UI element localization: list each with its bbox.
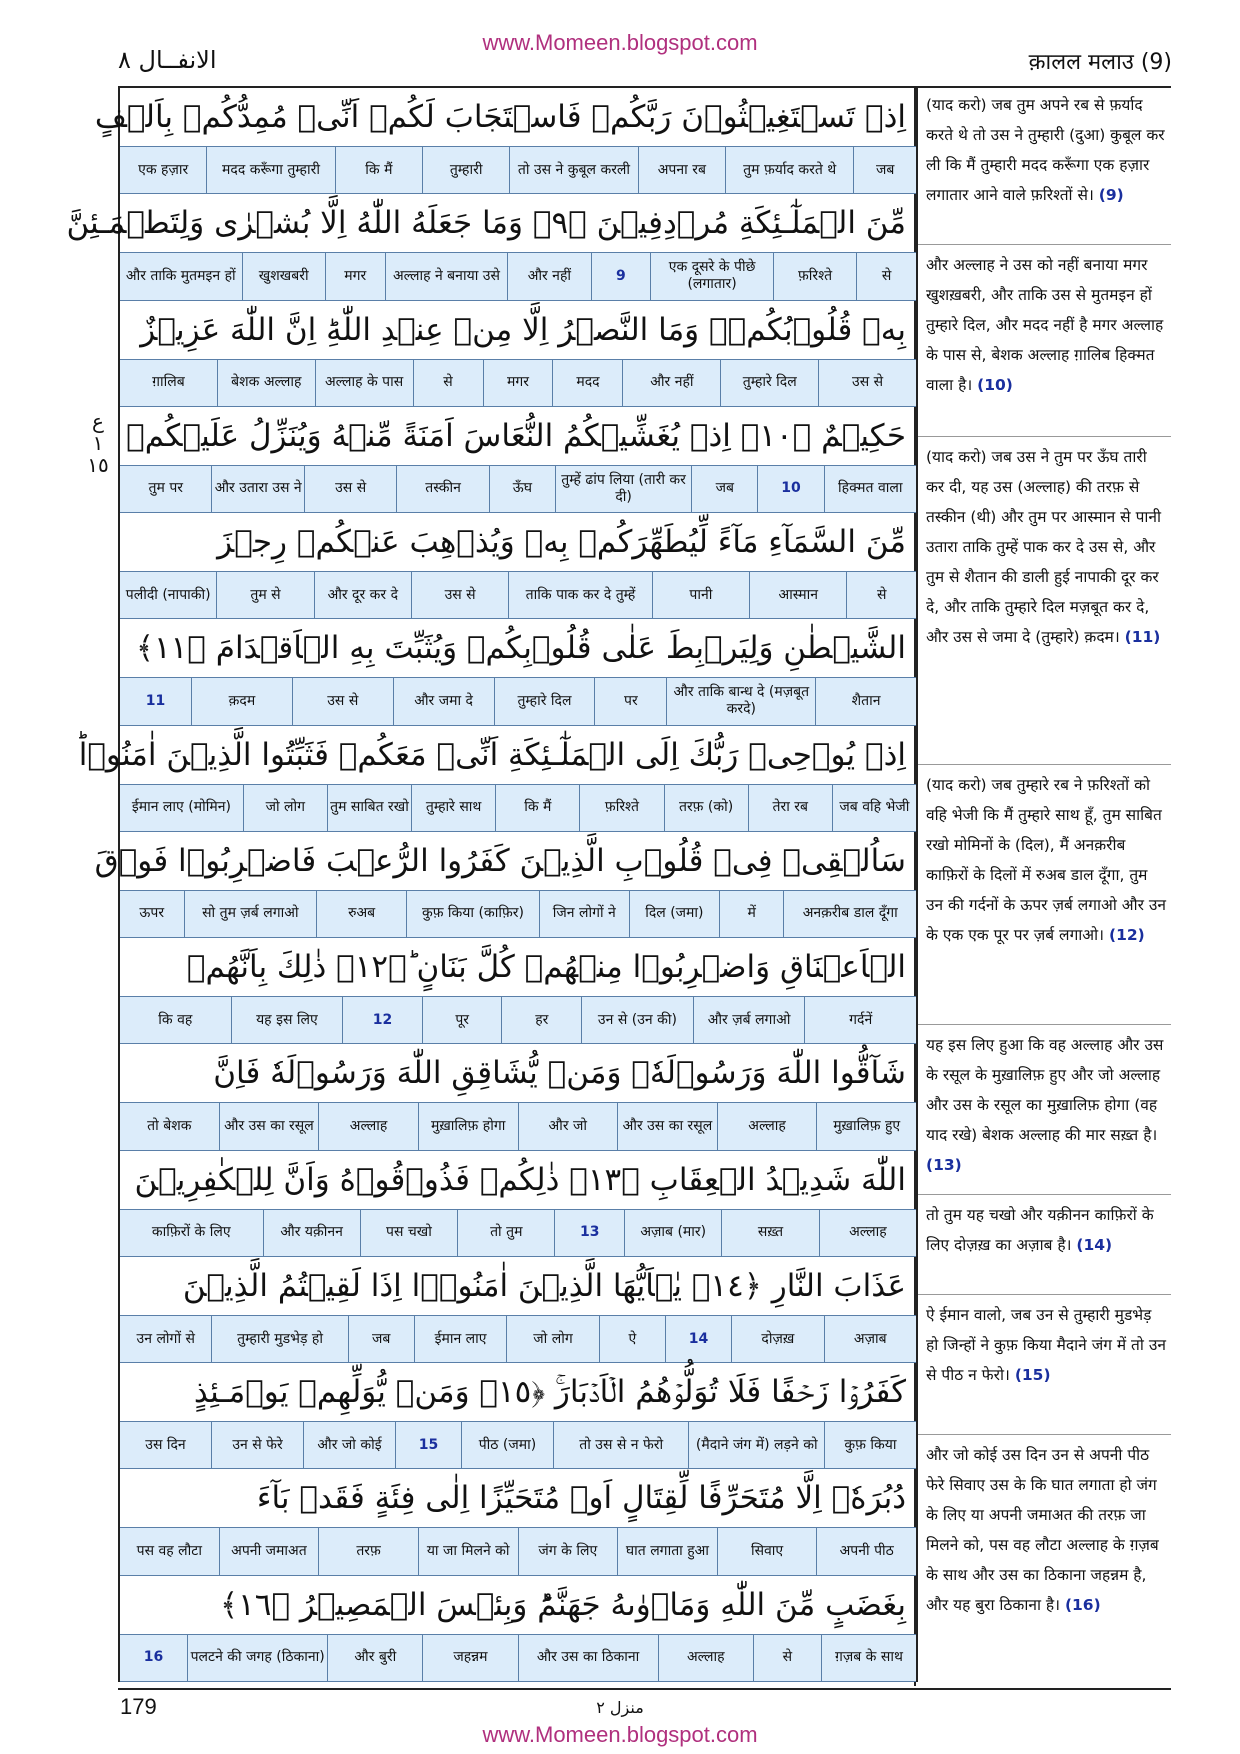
word-meaning-cell: तस्कीन bbox=[396, 466, 488, 512]
word-meaning-cell: से bbox=[753, 1635, 821, 1681]
word-meaning-cell: तरफ़ bbox=[318, 1528, 418, 1574]
word-meaning-cell: तुम्हारी मुडभेड़ हो bbox=[211, 1316, 347, 1362]
word-meaning-cell: या जा मिलने को bbox=[418, 1528, 518, 1574]
word-meaning-cell: अनक़रीब डाल दूँगा bbox=[783, 891, 916, 937]
paragraph-separator bbox=[918, 1434, 1171, 1435]
word-meaning-cell: यह इस लिए bbox=[231, 997, 343, 1043]
paragraph-separator bbox=[918, 1194, 1171, 1195]
word-meaning-cell: अल्लाह ने बनाया उसे bbox=[385, 253, 508, 299]
word-meaning-cell: और जमा दे bbox=[393, 678, 494, 724]
ayah-number: (16) bbox=[1064, 1596, 1101, 1614]
word-meaning-cell: सिवाए bbox=[717, 1528, 817, 1574]
word-meaning-cell: तेरा रब bbox=[748, 785, 832, 831]
word-meaning-cell: में bbox=[719, 891, 784, 937]
ayah-line: مِّنَ السَّمَآءِ مَآءً لِّيُطَهِّرَكُمۡ بِهٖ وَيُذۡهِبَ عَنۡكُمۡ رِجۡزَ bbox=[217, 524, 906, 561]
word-meaning-cell: मगर bbox=[325, 253, 385, 299]
ayah-line: الشَّيۡطٰنِ وَلِيَرۡبِطَ عَلٰى قُلُوۡبِكُمۡ وَيُثَبِّتَ بِهِ الۡاَقۡدَامَ ﴿١١﴾ bbox=[135, 630, 906, 667]
word-meaning-row bbox=[120, 1421, 916, 1469]
word-meaning-cell: एक दूसरे के पीछे (लगातार) bbox=[650, 253, 773, 299]
word-meaning-cell: तुम से bbox=[216, 572, 313, 618]
website-url-top[interactable]: www.Momeen.blogspot.com bbox=[482, 30, 758, 55]
word-meaning-cell: कि मैं bbox=[495, 785, 579, 831]
word-meaning-cell: और ज़र्ब लगाओ bbox=[693, 997, 805, 1043]
ayah-line: اللّٰهَ شَدِيۡدُ الۡعِقَابِ ﴿١٣﴾ ذٰلِكُمۡ فَذُوۡقُوۡهُ وَاَنَّ لِلۡكٰفِرِيۡنَ bbox=[134, 1161, 906, 1198]
word-meaning-row bbox=[120, 996, 916, 1044]
word-meaning-cell: और जो कोई bbox=[303, 1422, 395, 1468]
paragraph-separator bbox=[918, 764, 1171, 765]
surah-header: الانفــال ٨ bbox=[118, 46, 217, 74]
paragraph-separator bbox=[918, 436, 1171, 437]
word-meaning-cell: से bbox=[413, 360, 483, 406]
paragraph-separator bbox=[918, 244, 1171, 245]
translation-text: और जो कोई उस दिन उन से अपनी पीठ फेरे सिवाए उस के कि घात लगाता हो जंग के लिए या अपनी जमाअत की तरफ़ जा मिलने को, पस वह लौटा अल्लाह के ग़ज़ब के साथ और उस का ठिकाना जहन्नम है, और यह बुरा ठिकाना है। bbox=[926, 1446, 1159, 1614]
word-meaning-cell: तुम पर bbox=[120, 466, 211, 512]
ayah-line: عَذَابَ النَّارِ ﴿١٤﴾ يٰۤاَيُّهَا الَّذِيۡنَ اٰمَنُوۡۤا اِذَا لَقِيۡتُمُ الَّذِيۡنَ bbox=[182, 1267, 906, 1304]
word-meaning-cell: ग़ज़ब के साथ bbox=[821, 1635, 916, 1681]
word-meaning-cell: अपना रब bbox=[638, 147, 725, 193]
word-meaning-cell: अल्लाह के पास bbox=[315, 360, 413, 406]
word-meaning-row bbox=[120, 146, 916, 194]
word-meaning-cell: पीठ (जमा) bbox=[461, 1422, 553, 1468]
word-meaning-cell: तुम्हारे दिल bbox=[494, 678, 595, 724]
word-meaning-row bbox=[120, 359, 916, 407]
word-meaning-cell: जब bbox=[348, 1316, 414, 1362]
word-meaning-cell: ईमान लाए bbox=[414, 1316, 506, 1362]
word-meaning-cell: हिक्मत वाला bbox=[824, 466, 916, 512]
word-meaning-cell: 16 bbox=[120, 1635, 187, 1681]
ayah-number: (13) bbox=[926, 1156, 962, 1174]
word-meaning-row bbox=[120, 1634, 916, 1682]
word-meaning-cell: एक हज़ार bbox=[120, 147, 206, 193]
word-meaning-cell: ऊपर bbox=[120, 891, 184, 937]
ayah-line: سَاُلۡقِىۡ فِىۡ قُلُوۡبِ الَّذِيۡنَ كَفَرُوا الرُّعۡبَ فَاضۡرِبُوۡا فَوۡقَ bbox=[94, 842, 906, 879]
word-meaning-cell: से bbox=[856, 253, 916, 299]
word-meaning-cell: हर bbox=[501, 997, 581, 1043]
ayah-number: (11) bbox=[1124, 628, 1161, 646]
paragraph-separator bbox=[918, 1294, 1171, 1295]
word-meaning-cell: 14 bbox=[665, 1316, 731, 1362]
word-meaning-cell: कि वह bbox=[120, 997, 231, 1043]
ayah-line: اِذۡ تَسۡتَغِيۡثُوۡنَ رَبَّكُمۡ فَاسۡتَجَابَ لَكُمۡ اَنِّىۡ مُمِدُّكُمۡ بِاَلۡفٍ bbox=[94, 99, 906, 135]
translation-text: (याद करो) जब उस ने तुम पर ऊँघ तारी कर दी, यह उस (अल्लाह) की तरफ़ से तस्कीन (थी) और तुम पर आस्मान से पानी उतारा ताकि तुम्हें पाक कर दे उस से, और तुम से शैतान की डाली हुई नापाकी दूर कर दे, और ताकि तुम्हारे दिल मज़बूत कर दे, और उस से जमा दे (तुम्हारे) क़दम। bbox=[926, 448, 1162, 646]
word-meaning-cell: उस दिन bbox=[120, 1422, 211, 1468]
page-number: 179 bbox=[120, 1694, 157, 1719]
word-meaning-cell: तुम फ़र्याद करते थे bbox=[725, 147, 853, 193]
translation-paragraph bbox=[926, 90, 1166, 210]
word-meaning-cell: कुफ़ किया bbox=[824, 1422, 916, 1468]
word-meaning-cell: शैतान bbox=[815, 678, 916, 724]
word-meaning-cell: और उस का ठिकाना bbox=[518, 1635, 658, 1681]
translation-text: तो तुम यह चखो और यक़ीनन काफ़िरों के लिए दोज़ख़ का अज़ाब है। bbox=[926, 1206, 1154, 1254]
word-meaning-cell: उस से bbox=[411, 572, 508, 618]
website-url-bottom[interactable]: www.Momeen.blogspot.com bbox=[482, 1722, 758, 1747]
translation-paragraph bbox=[926, 1200, 1166, 1260]
word-meaning-cell: तुम्हारी bbox=[422, 147, 509, 193]
word-meaning-cell: दिल (जमा) bbox=[629, 891, 719, 937]
word-meaning-cell: ईमान लाए (मोमिन) bbox=[120, 785, 243, 831]
word-meaning-cell: से bbox=[846, 572, 916, 618]
word-meaning-cell: तो उस ने कुबूल करली bbox=[509, 147, 637, 193]
word-meaning-cell: और उस का रसूल bbox=[617, 1103, 717, 1149]
word-meaning-cell: दोज़ख़ bbox=[731, 1316, 823, 1362]
word-meaning-cell: क़दम bbox=[191, 678, 292, 724]
word-meaning-cell: अल्लाह bbox=[819, 1210, 916, 1256]
word-meaning-cell: अपनी जमाअत bbox=[219, 1528, 319, 1574]
word-meaning-cell: तरफ़ (को) bbox=[664, 785, 748, 831]
word-meaning-cell: पानी bbox=[652, 572, 749, 618]
translation-paragraph bbox=[926, 1300, 1166, 1390]
word-meaning-cell: कि मैं bbox=[335, 147, 422, 193]
word-meaning-cell: मगर bbox=[483, 360, 553, 406]
word-meaning-cell: जब bbox=[691, 466, 757, 512]
word-meaning-cell: 9 bbox=[591, 253, 651, 299]
word-meaning-cell: बेशक अल्लाह bbox=[217, 360, 315, 406]
ayah-line: كَفَرُوۡا زَحۡفًا فَلَا تُوَلُّوۡهُمُ الۡاَدۡبَارَ‌ۚ ﴿١٥﴾ وَمَنۡ يُّوَلِّهِمۡ يَوۡمَـئِذٍ bbox=[193, 1373, 906, 1410]
word-meaning-cell: तुम्हें ढांप लिया (तारी कर दी) bbox=[555, 466, 691, 512]
word-meaning-cell: और बुरी bbox=[327, 1635, 422, 1681]
word-meaning-cell: कुफ़ किया (काफ़िर) bbox=[406, 891, 539, 937]
word-meaning-cell: (मैदाने जंग में) लड़ने को bbox=[688, 1422, 824, 1468]
word-meaning-cell: घात लगाता हुआ bbox=[617, 1528, 717, 1574]
word-meaning-cell: 12 bbox=[342, 997, 422, 1043]
word-meaning-cell: ऊँघ bbox=[489, 466, 555, 512]
word-meaning-cell: जिन लोगों ने bbox=[539, 891, 629, 937]
word-meaning-row bbox=[120, 1315, 916, 1363]
translation-text: और अल्लाह ने उस को नहीं बनाया मगर खुशख़बरी, और ताकि उस से मुतमइन हों तुम्हारे दिल, और मदद नहीं है मगर अल्लाह के पास से, बेशक अल्लाह ग़ालिब हिक्मत वाला है। bbox=[926, 256, 1164, 394]
word-meaning-cell: ग़ालिब bbox=[120, 360, 217, 406]
word-meaning-cell: उस से bbox=[818, 360, 916, 406]
word-meaning-cell: पर bbox=[594, 678, 666, 724]
word-meaning-cell: काफ़िरों के लिए bbox=[120, 1210, 262, 1256]
word-meaning-cell: खुशखबरी bbox=[242, 253, 325, 299]
translation-paragraph bbox=[926, 1030, 1166, 1180]
ayah-number: (10) bbox=[977, 376, 1013, 394]
ayah-number: (15) bbox=[1014, 1366, 1051, 1384]
word-meaning-cell: सख़्त bbox=[721, 1210, 818, 1256]
translation-text: (याद करो) जब तुम्हारे रब ने फ़रिश्तों को वहि भेजी कि मैं तुम्हारे साथ हूँ, तुम साबित रखो मोमिनों के (दिल), मैं अनक़रीब काफ़िरों के दिलों में रुअब डाल दूँगा, तुम उन की गर्दनों के ऊपर ज़र्ब लगाओ और उन के एक एक पूर पर ज़र्ब लगाओ। bbox=[926, 776, 1166, 944]
word-meaning-cell: और नहीं bbox=[507, 253, 590, 299]
word-meaning-row bbox=[120, 571, 916, 619]
ayah-line: مِّنَ الۡمَلٰٓـئِكَةِ مُرۡدِفِيۡنَ ﴿٩﴾ وَمَا جَعَلَهُ اللّٰهُ اِلَّا بُشۡرٰى وَلِتَطۡمَـئِنَّ bbox=[66, 205, 906, 242]
translation-text: (याद करो) जब तुम अपने रब से फ़र्याद करते थे तो उस ने तुम्हारी (दुआ) कुबूल कर ली कि मैं तुम्हारी मदद करूँगा एक हज़ार लगातार आने वाले फ़रिश्तों से। bbox=[926, 96, 1165, 204]
word-meaning-cell: तुम्हारे साथ bbox=[411, 785, 495, 831]
word-meaning-cell: ऐ bbox=[599, 1316, 665, 1362]
paragraph-separator bbox=[918, 1024, 1171, 1025]
word-meaning-cell: पस वह लौटा bbox=[120, 1528, 219, 1574]
word-meaning-cell: तुम्हारे दिल bbox=[720, 360, 818, 406]
ayah-number: (14) bbox=[1076, 1236, 1113, 1254]
word-meaning-cell: मुख़ालिफ़ हुए bbox=[816, 1103, 916, 1149]
word-meaning-cell: और दूर कर दे bbox=[314, 572, 411, 618]
word-meaning-cell: जो लोग bbox=[243, 785, 327, 831]
ayah-line: حَكِيۡمٌ ﴿١٠﴾ اِذۡ يُغَشِّيۡكُمُ النُّعَاسَ اَمَنَةً مِّنۡهُ وَيُنَزِّلُ عَلَيۡكُمۡ bbox=[126, 417, 906, 454]
word-meaning-cell: और यक़ीनन bbox=[263, 1210, 360, 1256]
word-meaning-row bbox=[120, 890, 916, 938]
word-meaning-cell: जो लोग bbox=[506, 1316, 598, 1362]
word-meaning-cell: पूर bbox=[422, 997, 502, 1043]
ayah-number: (9) bbox=[1098, 186, 1124, 204]
word-meaning-cell: तो बेशक bbox=[120, 1103, 219, 1149]
word-meaning-cell: अज़ाब (मार) bbox=[624, 1210, 721, 1256]
word-meaning-cell: पलटने की जगह (ठिकाना) bbox=[187, 1635, 327, 1681]
translation-paragraph bbox=[926, 442, 1166, 652]
word-meaning-cell: तुम साबित रखो bbox=[327, 785, 411, 831]
word-meaning-cell: मदद bbox=[552, 360, 622, 406]
translation-paragraph bbox=[926, 1440, 1166, 1620]
ayah-line: بِهٖ قُلُوۡبُكُمۡ‌ۚ وَمَا النَّصۡرُ اِلَّا مِنۡ عِنۡدِ اللّٰهِ‌ؕ اِنَّ اللّٰهَ عَزِيۡزٌ bbox=[140, 311, 906, 348]
translation-paragraph bbox=[926, 770, 1166, 950]
word-meaning-cell: सो तुम ज़र्ब लगाओ bbox=[184, 891, 317, 937]
word-meaning-cell: और उस का रसूल bbox=[219, 1103, 319, 1149]
word-meaning-cell: और ताकि बान्ध दे (मज़बूत करदे) bbox=[666, 678, 815, 724]
word-meaning-cell: जहन्नम bbox=[422, 1635, 517, 1681]
word-meaning-cell: उस से bbox=[304, 466, 396, 512]
word-meaning-cell: ताकि पाक कर दे तुम्हें bbox=[508, 572, 651, 618]
word-meaning-cell: गर्दनें bbox=[804, 997, 916, 1043]
word-meaning-cell: उस से bbox=[292, 678, 393, 724]
word-meaning-cell: अपनी पीठ bbox=[816, 1528, 916, 1574]
translation-text: यह इस लिए हुआ कि वह अल्लाह और उस के रसूल के मुख़ालिफ़ हुए और जो अल्लाह और उस के रसूल का मुख़ालिफ़ होगा (वह याद रखे) बेशक अल्लाह की मार सख़्त है। bbox=[926, 1036, 1164, 1144]
word-meaning-cell: जब वहि भेजी bbox=[832, 785, 916, 831]
word-meaning-cell: अल्लाह bbox=[658, 1635, 753, 1681]
juz-header: क़ालल मलाउ (9) bbox=[1028, 50, 1172, 75]
ayah-line: الۡاَعۡنَاقِ وَاضۡرِبُوۡا مِنۡهُمۡ كُلَّ بَنَانٍ ؕ﴿١٢﴾ ذٰلِكَ بِاَنَّهُمۡ bbox=[186, 949, 906, 986]
word-meaning-cell: अल्लाह bbox=[717, 1103, 817, 1149]
word-meaning-cell: अज़ाब bbox=[824, 1316, 916, 1362]
word-meaning-cell: आस्मान bbox=[749, 572, 846, 618]
ayah-line: دُبُرَهٗۤ اِلَّا مُتَحَرِّفًا لِّقِتَالٍ اَوۡ مُتَحَيِّزًا اِلٰى فِئَةٍ فَقَدۡ بَآءَ bbox=[256, 1480, 906, 1517]
word-meaning-cell: पस चखो bbox=[360, 1210, 457, 1256]
word-meaning-row bbox=[120, 677, 916, 725]
ayah-line: شَآقُّوا اللّٰهَ وَرَسُوۡلَهٗ‌ۚ وَمَنۡ يُّشَاقِقِ اللّٰهَ وَرَسُوۡلَهٗ فَاِنَّ bbox=[213, 1055, 906, 1092]
manzil-label: منزل ٢ bbox=[596, 1698, 644, 1717]
word-meaning-row bbox=[120, 1102, 916, 1150]
word-meaning-cell: उन से (उन की) bbox=[581, 997, 693, 1043]
word-meaning-cell: 11 bbox=[120, 678, 191, 724]
word-meaning-cell: 10 bbox=[757, 466, 823, 512]
word-meaning-cell: 13 bbox=[554, 1210, 624, 1256]
word-meaning-cell: मदद करूँगा तुम्हारी bbox=[206, 147, 334, 193]
word-meaning-cell: तो तुम bbox=[457, 1210, 554, 1256]
word-meaning-cell: 15 bbox=[395, 1422, 461, 1468]
word-meaning-cell: और उतारा उस ने bbox=[211, 466, 303, 512]
word-meaning-cell: फ़रिश्ते bbox=[579, 785, 663, 831]
ayah-line: بِغَضَبٍ مِّنَ اللّٰهِ وَمَاۡوٰٮهُ جَهَنَّمُ‌ؕ وَبِئۡسَ الۡمَصِيۡرُ ﴿١٦﴾ bbox=[219, 1586, 906, 1623]
word-meaning-row bbox=[120, 784, 916, 832]
ruku-margin-mark: ع ١ ١٥ bbox=[87, 409, 109, 477]
word-meaning-cell: जब bbox=[853, 147, 916, 193]
word-meaning-cell: उन से फेरे bbox=[211, 1422, 303, 1468]
word-meaning-cell: जंग के लिए bbox=[518, 1528, 618, 1574]
word-meaning-row bbox=[120, 1209, 916, 1257]
translation-paragraph bbox=[926, 250, 1166, 400]
word-meaning-cell: और ताकि मुतमइन हों bbox=[120, 253, 242, 299]
word-meaning-cell: उन लोगों से bbox=[120, 1316, 211, 1362]
word-meaning-row bbox=[120, 252, 916, 300]
word-meaning-cell: पलीदी (नापाकी) bbox=[120, 572, 216, 618]
word-meaning-cell: रुअब bbox=[316, 891, 406, 937]
word-meaning-cell: और जो bbox=[518, 1103, 618, 1149]
translation-text: ऐ ईमान वालो, जब उन से तुम्हारी मुडभेड़ हो जिन्हों ने कुफ़ किया मैदाने जंग में तो उन से पीठ न फेरो। bbox=[926, 1306, 1166, 1384]
word-meaning-cell: मुख़ालिफ़ होगा bbox=[418, 1103, 518, 1149]
word-meaning-cell: फ़रिश्ते bbox=[773, 253, 856, 299]
word-meaning-row bbox=[120, 1527, 916, 1575]
ayah-line: اِذۡ يُوۡحِىۡ رَبُّكَ اِلَى الۡمَلٰٓـئِكَةِ اَنِّىۡ مَعَكُمۡ فَثَبِّتُوا الَّذِيۡنَ اٰمَنُوۡا‌ؕ bbox=[78, 736, 906, 773]
word-meaning-cell: तो उस से न फेरो bbox=[553, 1422, 689, 1468]
ayah-number: (12) bbox=[1108, 926, 1145, 944]
word-meaning-row bbox=[120, 465, 916, 513]
word-meaning-cell: और नहीं bbox=[622, 360, 720, 406]
word-meaning-cell: अल्लाह bbox=[318, 1103, 418, 1149]
